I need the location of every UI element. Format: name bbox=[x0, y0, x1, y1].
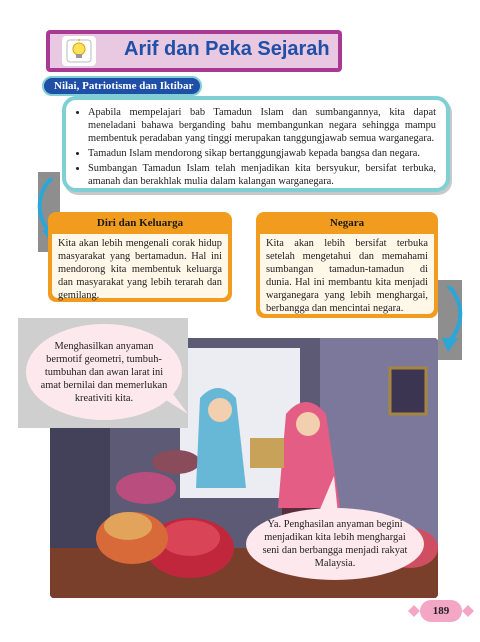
family-box-body: Kita akan lebih mengenali corak hidup masyarakat yang bertamadun. Hal ini mendorong kita membentuk keluarga dan masyarakat yang lebih terarah dan gemilang. bbox=[52, 234, 228, 298]
nation-box-body: Kita akan lebih bersifat terbuka setelah mengetahui dan memahami sumbangan tamadun-tamadun di dunia. Hal ini membantu kita menjadi warganegara yang lebih menghargai, berbangga dan mencintai negara. bbox=[260, 234, 434, 314]
family-box-title: Diri dan Keluarga bbox=[96, 217, 184, 229]
nation-box-title: Negara bbox=[329, 217, 365, 229]
value-item: • Apabila mempelajari bab Tamadun Islam dan sumbangannya, kita dapat meneladani bahawa berganding bahu membangunkan negara sehingga mampu membentuk peradaban yang tinggi merupakan tanggungjawab semua warganegara. bbox=[88, 106, 436, 145]
speech-bubble-left: Menghasilkan anyaman bermotif geometri, tumbuh-tumbuhan dan awan larat ini amat bernilai dan memerlukan kreativiti kita. bbox=[26, 324, 182, 420]
nation-box bbox=[256, 212, 438, 318]
diamond-icon bbox=[462, 605, 474, 617]
family-box bbox=[48, 212, 232, 302]
page-number: 189 bbox=[420, 600, 462, 622]
value-item: • Tamadun Islam mendorong sikap bertanggungjawab kepada bangsa dan negara. bbox=[88, 147, 436, 160]
curved-arrow-icon bbox=[434, 286, 468, 356]
diamond-icon bbox=[408, 605, 420, 617]
values-box bbox=[62, 96, 450, 192]
value-item: • Sumbangan Tamadun Islam telah menjadikan kita bersyukur, bersifat terbuka, amanah dan berakhlak mulia dalam kalangan warganegara. bbox=[88, 162, 436, 188]
speech-bubble-right: Ya. Penghasilan anyaman begini menjadikan kita lebih menghargai seni dan berbangga menjadi rakyat Malaysia. bbox=[246, 508, 424, 580]
section-label: Nilai, Patriotisme dan Iktibar bbox=[42, 76, 202, 96]
page-title: Arif dan Peka Sejarah bbox=[124, 38, 330, 60]
lightbulb-icon bbox=[62, 36, 96, 66]
